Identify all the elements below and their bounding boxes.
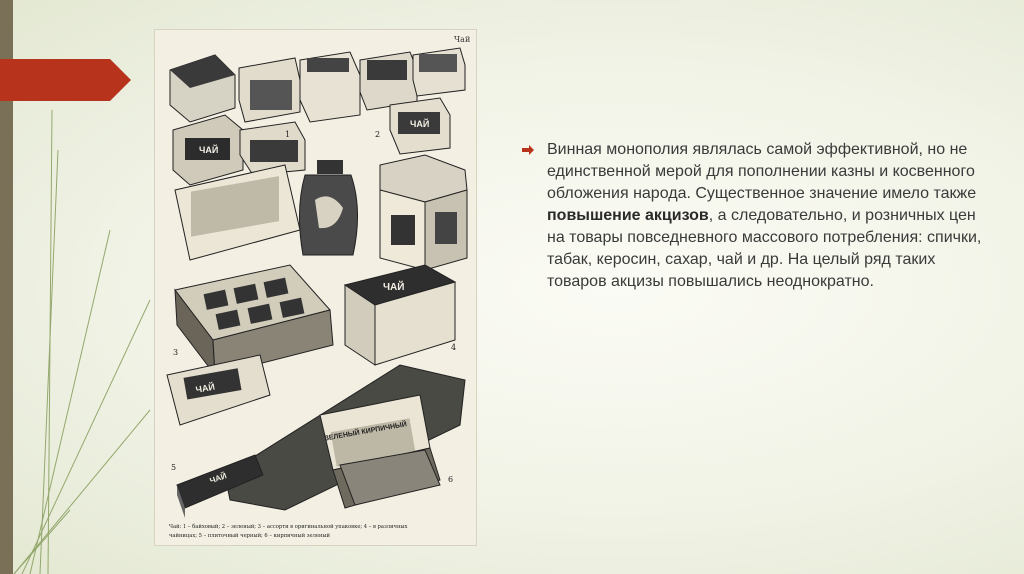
number-label-1: 1 (285, 130, 291, 139)
bullet-item (521, 139, 1001, 293)
svg-text:ЧАЙ: ЧАЙ (199, 145, 219, 155)
svg-text:ЧАЙ: ЧАЙ (194, 381, 216, 395)
image-caption-line-1: Чай: 1 – байховый; 2 – зеленый; 3 – ассорти в оригинальной упаковке; 4 – в различных (169, 524, 408, 530)
svg-text:ЗЕЛЕНЫЙ КИРПИЧНЫЙ: ЗЕЛЕНЫЙ КИРПИЧНЫЙ (324, 421, 408, 443)
svg-text:ЧАЙ: ЧАЙ (383, 282, 405, 293)
number-label-4: 4 (451, 343, 457, 352)
bullet-text-part-2: , а следовательно, и розничных цен на товары повседневного массового потребления: спички, табак, керосин, сахар, чай и др. На целый ряд таких товаров акцизы повышались неоднократно. (547, 207, 982, 290)
number-label-2: 2 (375, 130, 381, 139)
tea-packaging-illustration (155, 30, 476, 545)
bullet-text-part-1: Винная монополия являлась самой эффективной, но не единственной мерой для пополнении казны и косвенного обложения народа. Существенное значение имело также (547, 141, 977, 202)
octagonal-tin (380, 155, 467, 270)
accent-arrow-shape (0, 59, 131, 101)
bullet-text-emphasis: повышение акцизов (547, 207, 709, 224)
rectangular-tin (345, 265, 456, 365)
svg-text:ЧАЙ: ЧАЙ (410, 119, 430, 129)
number-label-6: 6 (448, 475, 454, 484)
corner-label: Чай (454, 35, 471, 44)
number-label-3: 3 (173, 348, 179, 357)
text-content (521, 139, 1001, 293)
number-label-5: 5 (171, 463, 177, 472)
image-caption-line-2: чайницах; 5 – плиточный черный; 6 – кирпичный зеленый (169, 533, 330, 539)
svg-text:ЧАЙ: ЧАЙ (208, 471, 228, 486)
bullet-text (547, 139, 997, 293)
arrow-bullet-icon (521, 144, 535, 156)
tea-jar (299, 160, 357, 255)
